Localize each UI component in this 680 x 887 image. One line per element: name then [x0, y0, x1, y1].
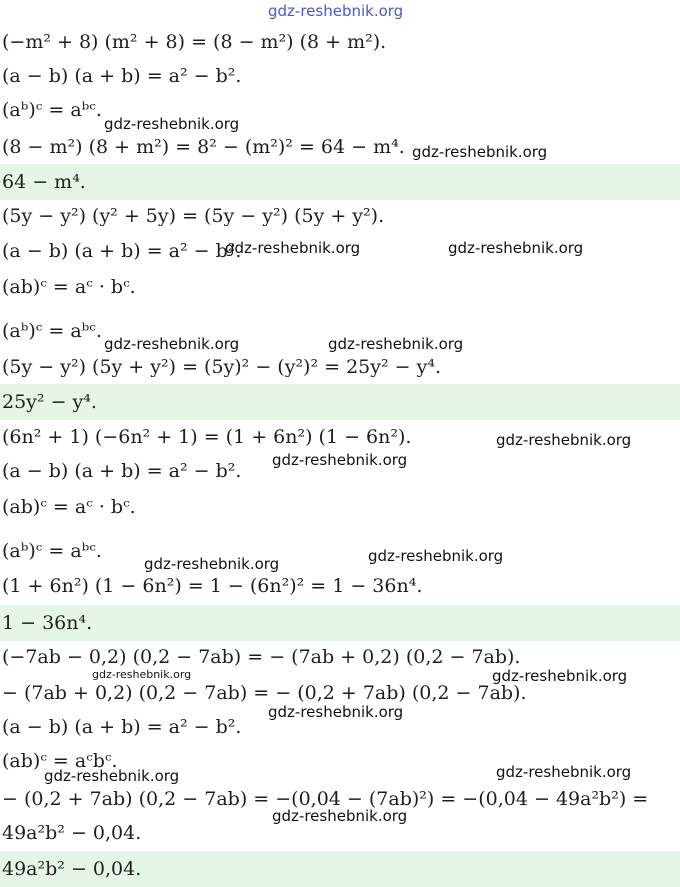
watermark: gdz-reshebnik.org	[496, 431, 632, 449]
solution-line-4: (8 − m²) (8 + m²) = 8² − (m²)² = 64 − m⁴.	[2, 138, 405, 157]
solution-line-5: (5y − y²) (y² + 5y) = (5y − y²) (5y + y²).	[2, 207, 385, 226]
solution-line-1: (−m² + 8) (m² + 8) = (8 − m²) (8 + m²).	[2, 33, 387, 52]
solution-line-2: (a − b) (a + b) = a² − b².	[2, 67, 242, 86]
watermark: gdz-reshebnik.org	[448, 239, 584, 257]
watermark: gdz-reshebnik.org	[496, 763, 632, 781]
watermark: gdz-reshebnik.org	[368, 547, 504, 565]
solution-line-3: (aᵇ)ᶜ = aᵇᶜ.	[2, 101, 102, 120]
solution-line-20: 49a²b² − 0,04.	[2, 824, 142, 843]
watermark: gdz-reshebnik.org	[272, 451, 408, 469]
answer-line-4: 49a²b² − 0,04.	[0, 851, 680, 887]
solution-line-7: (ab)ᶜ = aᶜ · bᶜ.	[2, 278, 136, 297]
solution-line-15: (−7ab − 0,2) (0,2 − 7ab) = − (7ab + 0,2) (0,2 − 7ab).	[2, 648, 521, 667]
solution-line-10: (6n² + 1) (−6n² + 1) = (1 + 6n²) (1 − 6n²).	[2, 428, 412, 447]
solution-line-17: (a − b) (a + b) = a² − b².	[2, 718, 242, 737]
watermark-top: gdz-reshebnik.org	[268, 2, 404, 20]
answer-line-2: 25y² − y⁴.	[0, 384, 680, 420]
answer-line-3: 1 − 36n⁴.	[0, 605, 680, 641]
solution-line-18: (ab)ᶜ = aᶜbᶜ.	[2, 752, 118, 771]
watermark: gdz-reshebnik.org	[225, 239, 361, 257]
watermark: gdz-reshebnik.org	[268, 703, 404, 721]
answer-line-1: 64 − m⁴.	[0, 164, 680, 200]
watermark: gdz-reshebnik.org	[92, 668, 192, 681]
watermark: gdz-reshebnik.org	[44, 767, 180, 785]
watermark: gdz-reshebnik.org	[144, 555, 280, 573]
solution-line-13: (aᵇ)ᶜ = aᵇᶜ.	[2, 542, 102, 561]
solution-line-14: (1 + 6n²) (1 − 6n²) = 1 − (6n²)² = 1 − 36n⁴.	[2, 577, 423, 596]
watermark: gdz-reshebnik.org	[104, 335, 240, 353]
watermark: gdz-reshebnik.org	[328, 335, 464, 353]
watermark: gdz-reshebnik.org	[272, 807, 408, 825]
watermark: gdz-reshebnik.org	[492, 667, 628, 685]
solution-line-8: (aᵇ)ᶜ = aᵇᶜ.	[2, 322, 102, 341]
solution-line-9: (5y − y²) (5y + y²) = (5y)² − (y²)² = 25y² − y⁴.	[2, 358, 442, 377]
solution-line-16: − (7ab + 0,2) (0,2 − 7ab) = − (0,2 + 7ab) (0,2 − 7ab).	[2, 684, 527, 703]
watermark: gdz-reshebnik.org	[412, 143, 548, 161]
solution-line-19: − (0,2 + 7ab) (0,2 − 7ab) = −(0,04 − (7ab)²) = −(0,04 − 49a²b²) =	[2, 790, 649, 809]
solution-line-11: (a − b) (a + b) = a² − b².	[2, 462, 242, 481]
watermark: gdz-reshebnik.org	[104, 115, 240, 133]
solution-line-12: (ab)ᶜ = aᶜ · bᶜ.	[2, 498, 136, 517]
solution-line-6: (a − b) (a + b) = a² − b².	[2, 242, 242, 261]
